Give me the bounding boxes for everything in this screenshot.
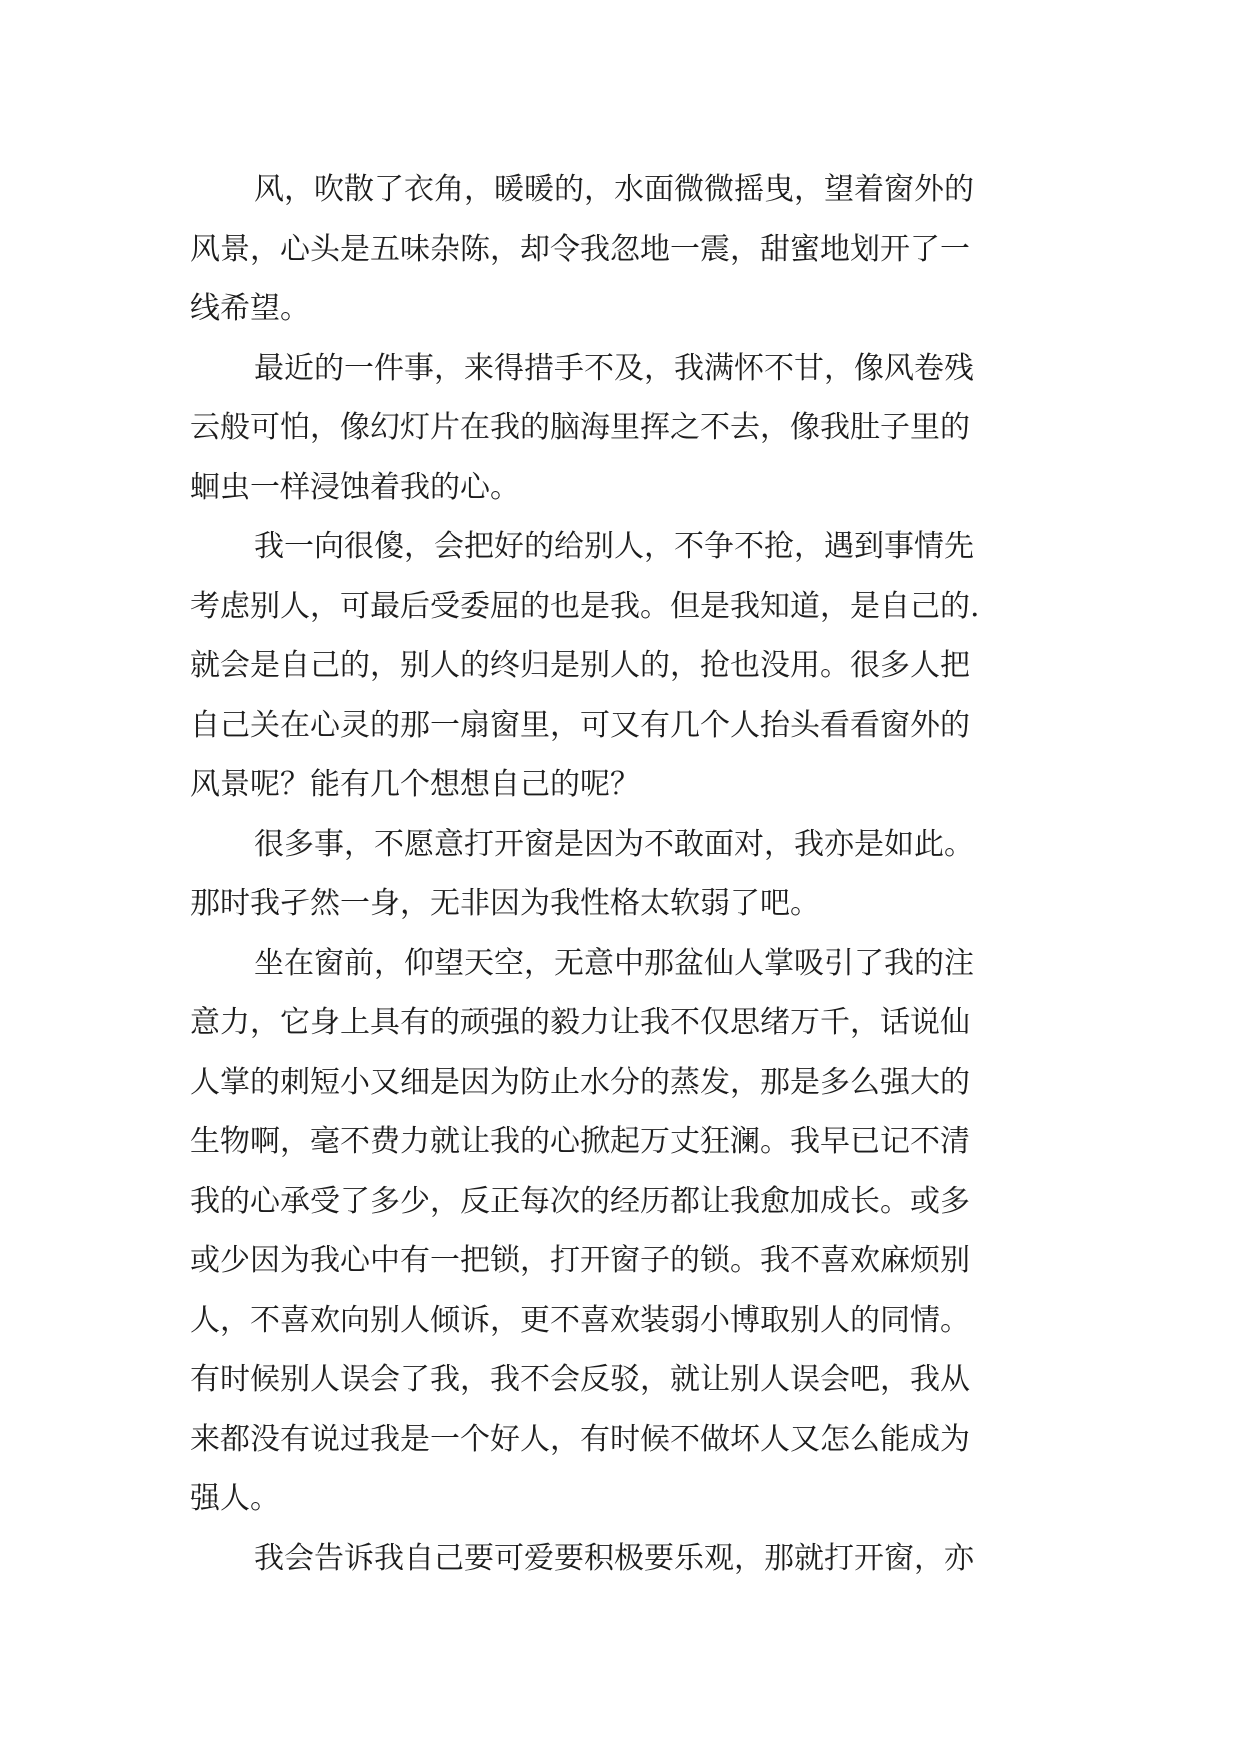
paragraph-3 <box>190 517 1050 815</box>
paragraph-line: 自己关在心灵的那一扇窗里，可又有几个人抬头看看窗外的 <box>190 707 970 743</box>
paragraph-line: 线希望。 <box>190 291 310 326</box>
paragraph-line: 很多事，不愿意打开窗是因为不敢面对，我亦是如此。 <box>254 826 974 862</box>
paragraph-line: 坐在窗前，仰望天空，无意中那盆仙人掌吸引了我的注 <box>254 945 974 981</box>
paragraph-6 <box>190 1529 1050 1589</box>
paragraph-line: 我一向很傻，会把好的给别人，不争不抢，遇到事情先 <box>254 529 974 564</box>
paragraph-line: 意力，它身上具有的顽强的毅力让我不仅思绪万千，话说仙 <box>190 1005 970 1040</box>
paragraph-2 <box>190 339 1050 518</box>
paragraph-line: 或少因为我心中有一把锁，打开窗子的锁。我不喜欢麻烦别 <box>190 1243 970 1278</box>
paragraph-line: 人，不喜欢向别人倾诉，更不喜欢装弱小博取别人的同情。 <box>190 1302 970 1338</box>
paragraph-line: 风，吹散了衣角，暖暖的，水面微微摇曳，望着窗外的 <box>254 172 974 207</box>
paragraph-line: 来都没有说过我是一个好人，有时候不做坏人又怎么能成为 <box>190 1421 970 1457</box>
paragraph-line: 那时我孑然一身，无非因为我性格太软弱了吧。 <box>190 886 820 921</box>
paragraph-line: 蛔虫一样浸蚀着我的心。 <box>190 469 520 505</box>
paragraph-line: 最近的一件事，来得措手不及，我满怀不甘，像风卷残 <box>254 350 974 386</box>
paragraph-line: 考虑别人，可最后受委屈的也是我。但是我知道，是自己的. <box>190 588 980 624</box>
paragraph-line: 我会告诉我自己要可爱要积极要乐观，那就打开窗，亦 <box>254 1540 974 1576</box>
paragraph-line: 强人。 <box>190 1481 280 1516</box>
paragraph-line: 风景呢？能有几个想想自己的呢？ <box>190 767 640 802</box>
paragraph-line: 风景，心头是五味杂陈，却令我忽地一震，甜蜜地划开了一 <box>190 231 970 267</box>
paragraph-line: 我的心承受了多少，反正每次的经历都让我愈加成长。或多 <box>190 1183 970 1219</box>
paragraph-line: 云般可怕，像幻灯片在我的脑海里挥之不去，像我肚子里的 <box>190 410 970 445</box>
document-body <box>190 160 1050 1588</box>
paragraph-line: 人掌的刺短小又细是因为防止水分的蒸发，那是多么强大的 <box>190 1064 970 1100</box>
paragraph-line: 生物啊，毫不费力就让我的心掀起万丈狂澜。我早已记不清 <box>190 1124 970 1159</box>
paragraph-5 <box>190 934 1050 1529</box>
paragraph-line: 就会是自己的，别人的终归是别人的，抢也没用。很多人把 <box>190 648 970 683</box>
paragraph-1 <box>190 160 1050 339</box>
paragraph-line: 有时候别人误会了我，我不会反驳，就让别人误会吧，我从 <box>190 1362 970 1397</box>
paragraph-4 <box>190 815 1050 934</box>
